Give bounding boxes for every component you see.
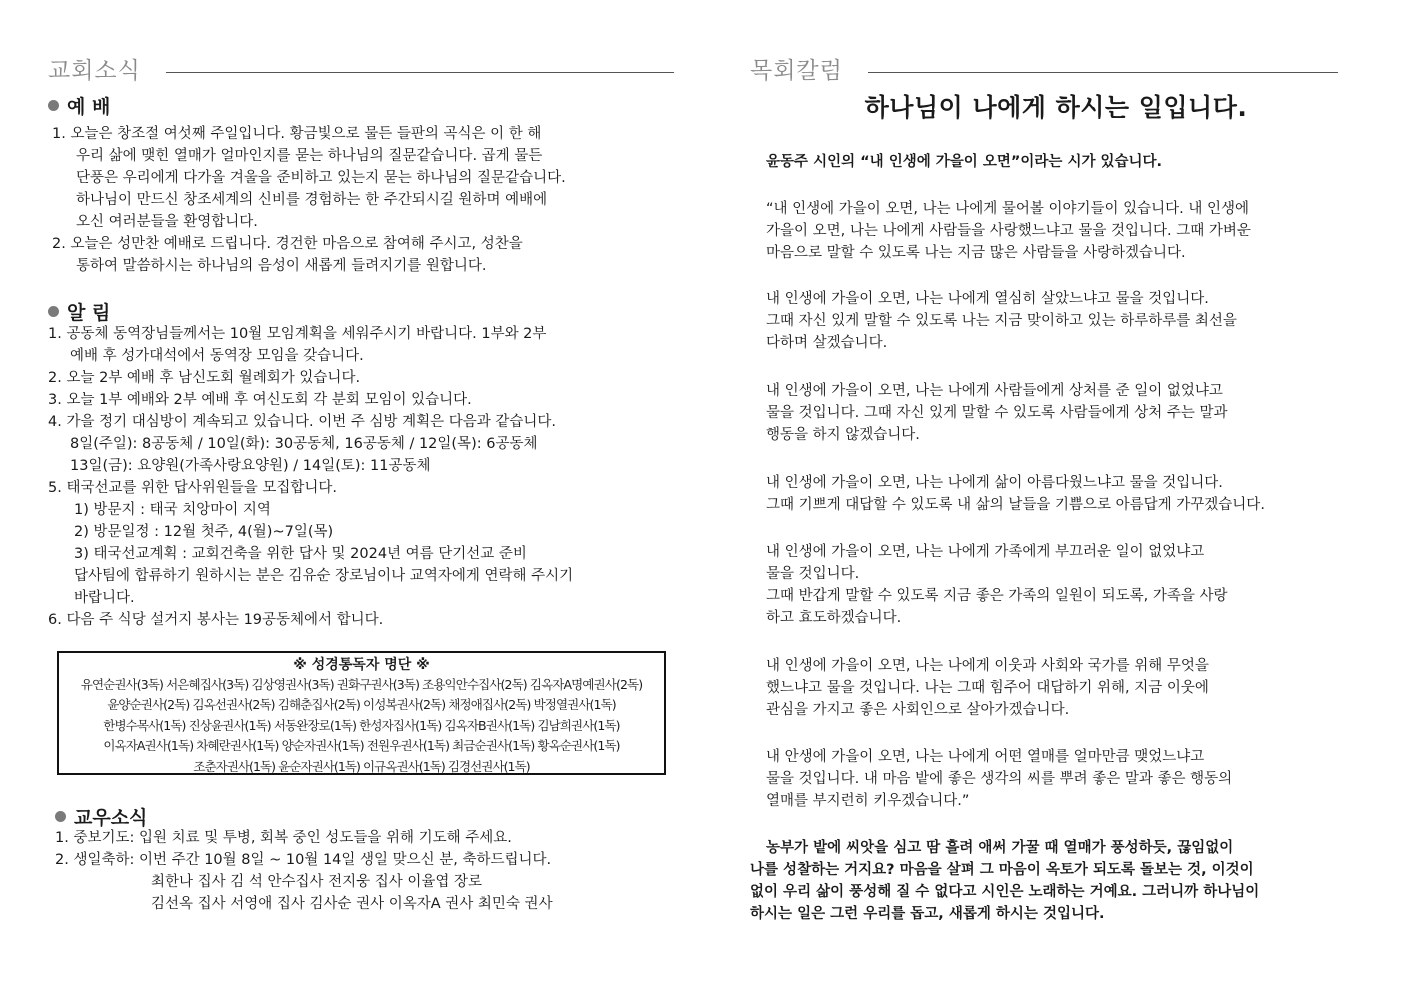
worship-line: 단풍은 우리에게 다가올 겨울을 준비하고 있는지 묻는 하나님의 질문같습니다. xyxy=(76,170,566,186)
notices-heading-label: 알 림 xyxy=(67,302,111,324)
bullet-dot-icon xyxy=(55,811,66,822)
column-line: 그때 기쁘게 대답할 수 있도록 내 삶의 날들을 기쁨으로 아름답게 가꾸겠습니다. xyxy=(766,497,1265,513)
column-line: 물을 것입니다. xyxy=(766,566,860,582)
left-section-header xyxy=(48,52,680,88)
right-section-rule xyxy=(868,72,1338,73)
notice-line: 5. 태국선교를 위한 답사위원들을 모집합니다. xyxy=(48,480,338,496)
worship-line: 하나님이 만드신 창조세계의 신비를 경험하는 한 주간되시길 원하며 예배에 xyxy=(76,192,548,208)
members-line: 2. 생일축하: 이번 주간 10월 8일 ~ 10월 14일 생일 맞으신 분, 축하드립니다. xyxy=(55,852,552,868)
column-line: 다하며 살겠습니다. xyxy=(766,335,888,351)
bible-readers-title: ※ 성경통독자 명단 ※ xyxy=(293,657,430,673)
column-line: 내 인생에 가을이 오면, 나는 나에게 가족에게 부끄러운 일이 없었냐고 xyxy=(766,544,1205,560)
members-line: 최한나 집사 김 석 안수집사 전지웅 집사 이율엽 장로 xyxy=(151,874,483,890)
members-heading-label: 교우소식 xyxy=(74,807,148,829)
column-line: 그때 자신 있게 말할 수 있도록 나는 지금 맞이하고 있는 하루하루를 최선을 xyxy=(766,313,1237,329)
column-paragraph xyxy=(766,655,1209,721)
notice-line: 6. 다음 주 식당 설거지 봉사는 19공동체에서 합니다. xyxy=(48,612,384,628)
column-closing xyxy=(750,837,1259,925)
column-line: 물을 것입니다. 내 마음 밭에 좋은 생각의 씨를 뿌려 좋은 말과 좋은 행동의 xyxy=(766,771,1233,787)
worship-text xyxy=(52,123,566,277)
bullet-dot-icon xyxy=(48,306,59,317)
column-paragraph xyxy=(766,746,1232,812)
members-text xyxy=(55,827,553,915)
worship-heading xyxy=(48,92,110,119)
worship-line: 통하여 말씀하시는 하나님의 음성이 새롭게 들려지기를 원합니다. xyxy=(76,258,487,274)
notice-line: 3. 오늘 1부 예배와 2부 예배 후 여신도회 각 분회 모임이 있습니다. xyxy=(48,392,472,408)
worship-heading-label: 예 배 xyxy=(67,96,111,118)
column-line: 물을 것입니다. 그때 자신 있게 말할 수 있도록 사람들에게 상처 주는 말과 xyxy=(766,405,1228,421)
closing-line: 하시는 일은 그런 우리를 돕고, 새롭게 하시는 것입니다. xyxy=(750,906,1105,922)
closing-line: 농부가 밭에 씨앗을 심고 땀 흘려 애써 가꿀 때 열매가 풍성하듯, 끊임없이 xyxy=(766,840,1234,856)
column-line: 내 인생에 가을이 오면, 나는 나에게 삶이 아름다웠느냐고 물을 것입니다. xyxy=(766,475,1223,491)
right-section-header xyxy=(750,52,1362,88)
notice-line: 13일(금): 요양원(가족사랑요양원) / 14일(토): 11공동체 xyxy=(70,458,431,474)
worship-line: 2. 오늘은 성만찬 예배로 드립니다. 경건한 마음으로 참여해 주시고, 성찬을 xyxy=(52,236,523,252)
column-line: 열매를 부지런히 키우겠습니다.” xyxy=(766,793,970,809)
notice-line: 1. 공동체 동역장님들께서는 10월 모임계획을 세워주시기 바랍니다. 1부와 2부 xyxy=(48,326,547,342)
right-section-title: 목회칼럼 xyxy=(750,58,843,84)
bible-readers-line: 이옥자A권사(1독) 차혜란권사(1독) 양순자권사(1독) 전원우권사(1독) 최금순권사(1독) 황옥순권사(1독) xyxy=(103,738,620,754)
column-line: 하고 효도하겠습니다. xyxy=(766,610,902,626)
column-line: 했느냐고 물을 것입니다. 나는 그때 힘주어 대답하기 위해, 지금 이웃에 xyxy=(766,680,1209,696)
column-line: “내 인생에 가을이 오면, 나는 나에게 물어볼 이야기들이 있습니다. 내 인생에 xyxy=(766,201,1250,217)
column-line: 가을이 오면, 나는 나에게 사람들을 사랑했느냐고 물을 것입니다. 그때 가벼운 xyxy=(766,223,1251,239)
worship-line: 우리 삶에 맺힌 열매가 얼마인지를 묻는 하나님의 질문같습니다. 곱게 물든 xyxy=(76,148,543,164)
worship-line: 오신 여러분들을 환영합니다. xyxy=(76,214,258,230)
column-paragraph xyxy=(766,472,1265,516)
closing-line: 없이 우리 삶이 풍성해 질 수 없다고 시인은 노래하는 거예요. 그러니까 하나님이 xyxy=(750,884,1260,900)
column-intro: 윤동주 시인의 “내 인생에 가을이 오면”이라는 시가 있습니다. xyxy=(766,154,1163,170)
notice-line: 1) 방문지 : 태국 치앙마이 지역 xyxy=(74,502,271,518)
bible-readers-box xyxy=(57,651,666,775)
bible-readers-line: 유연순권사(3독) 서은혜집사(3독) 김상영권사(3독) 권화구권사(3독) 조용익안수집사(2독) 김옥자A명예권사(2독) xyxy=(80,677,643,692)
notice-line: 3) 태국선교계획 : 교회건축을 위한 답사 및 2024년 여름 단기선교 준비 xyxy=(74,546,527,562)
column-line: 내 안생에 가을이 오면, 나는 나에게 어떤 열매를 얼마만큼 맺었느냐고 xyxy=(766,749,1205,765)
notice-line: 8일(주일): 8공동체 / 10일(화): 30공동체, 16공동체 / 12일(목): 6공동체 xyxy=(70,436,538,452)
members-line: 김선옥 집사 서영애 집사 김사순 권사 이옥자A 권사 최민숙 권사 xyxy=(151,896,553,912)
bible-readers-line: 윤양순권사(2독) 김옥선권사(2독) 김해춘집사(2독) 이성복권사(2독) 채정애집사(2독) 박정열권사(1독) xyxy=(107,697,616,713)
notice-line: 바랍니다. xyxy=(74,590,135,606)
column-paragraph xyxy=(766,198,1251,264)
bible-readers-line: 한병수목사(1독) 진상윤권사(1독) 서동완장로(1독) 한성자집사(1독) 김옥자B권사(1독) 김남희권사(1독) xyxy=(103,717,620,733)
bible-readers-line: 조춘자권사(1독) 윤순자권사(1독) 이규옥권사(1독) 김경선권사(1독) xyxy=(193,758,530,774)
column-line: 관심을 가지고 좋은 사회인으로 살아가겠습니다. xyxy=(766,702,1070,718)
notice-line: 2) 방문일정 : 12월 첫주, 4(월)~7일(목) xyxy=(74,524,334,540)
column-line: 내 인생에 가을이 오면, 나는 나에게 사람들에게 상처를 준 일이 없었냐고 xyxy=(766,383,1223,399)
notice-line: 2. 오늘 2부 예배 후 남신도회 월례회가 있습니다. xyxy=(48,370,361,386)
column-paragraph xyxy=(766,380,1228,446)
notice-line: 답사팀에 합류하기 원하시는 분은 김유순 장로님이나 교역자에게 연락해 주시기 xyxy=(74,568,574,584)
worship-line: 1. 오늘은 창조절 여섯째 주일입니다. 황금빛으로 물든 들판의 곡식은 이 한 해 xyxy=(52,126,542,142)
column-line: 그때 반갑게 말할 수 있도록 지금 좋은 가족의 일원이 되도록, 가족을 사랑 xyxy=(766,588,1228,604)
bullet-dot-icon xyxy=(48,100,59,111)
notices-text xyxy=(48,323,573,631)
members-line: 1. 중보기도: 입원 치료 및 투병, 회복 중인 성도들을 위해 기도해 주세요. xyxy=(55,830,512,846)
closing-line: 나를 성찰하는 거지요? 마음을 살펴 그 마음이 옥토가 되도록 돌보는 것, 이것이 xyxy=(750,862,1254,878)
notice-line: 예배 후 성가대석에서 동역장 모임을 갖습니다. xyxy=(70,348,364,364)
column-title: 하나님이 나에게 하시는 일입니다. xyxy=(864,93,1248,122)
left-section-title: 교회소식 xyxy=(48,58,141,84)
column-paragraph xyxy=(766,288,1237,354)
column-line: 행동을 하지 않겠습니다. xyxy=(766,427,920,443)
notice-line: 4. 가을 정기 대심방이 계속되고 있습니다. 이번 주 심방 계획은 다음과 같습니다. xyxy=(48,414,556,430)
notices-heading xyxy=(48,298,110,325)
left-section-rule xyxy=(166,72,674,73)
column-line: 마음으로 말할 수 있도록 나는 지금 많은 사람들을 사랑하겠습니다. xyxy=(766,245,1186,261)
members-heading xyxy=(55,803,147,830)
column-line: 내 인생에 가을이 오면, 나는 나에게 이웃과 사회와 국가를 위해 무엇을 xyxy=(766,658,1209,674)
column-line: 내 인생에 가을이 오면, 나는 나에게 열심히 살았느냐고 물을 것입니다. xyxy=(766,291,1209,307)
column-paragraph xyxy=(766,541,1228,629)
